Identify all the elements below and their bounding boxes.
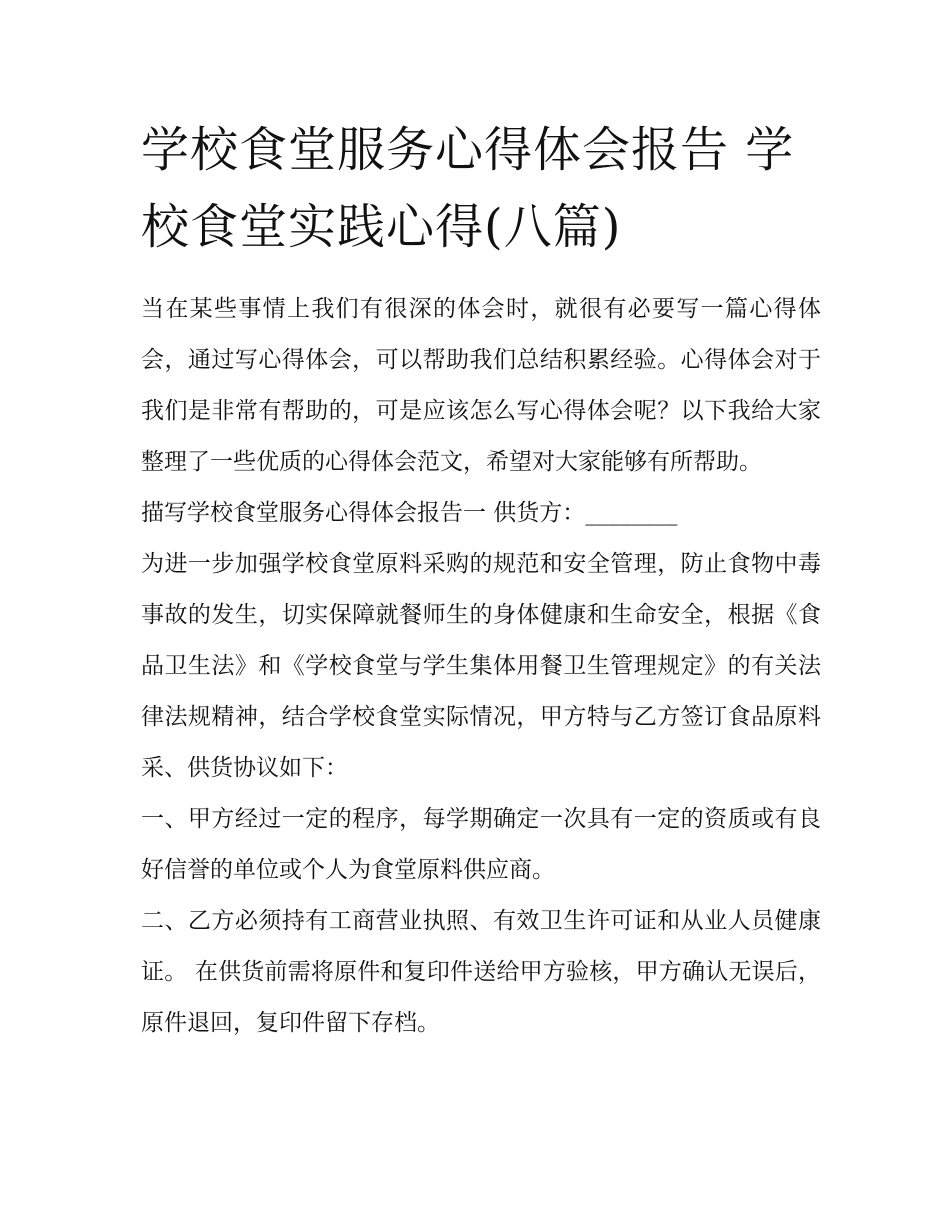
intro-paragraph: 当在某些事情上我们有很深的体会时，就很有必要写一篇心得体会，通过写心得体会，可以帮助我们总结积累经验。心得体会对于我们是非常有帮助的，可是应该怎么写心得体会呢？以下我给大家整理了一些优质的心得体会范文，希望对大家能够有所帮助。 — [141, 296, 821, 475]
document-body — [141, 284, 821, 1049]
section-heading-text: 描写学校食堂服务心得体会报告一 供货方： — [141, 500, 586, 526]
paragraph-clause-2: 二、乙方必须持有工商营业执照、有效卫生许可证和从业人员健康证。 在供货前需将原件和复印件送给甲方验核，甲方确认无误后，原件退回，复印件留下存档。 — [141, 908, 821, 1036]
document-title: 学校食堂服务心得体会报告 学校食堂实践心得(八篇) — [141, 122, 795, 255]
paragraph-clause-1: 一、甲方经过一定的程序，每学期确定一次具有一定的资质或有良好信誉的单位或个人为食堂原料供应商。 — [141, 806, 821, 883]
paragraph-purpose: 为进一步加强学校食堂原料采购的规范和安全管理，防止食物中毒事故的发生，切实保障就餐师生的身体健康和生命安全，根据《食品卫生法》和《学校食堂与学生集体用餐卫生管理规定》的有关法律法规精神，结合学校食堂实际情况，甲方特与乙方签订食品原料采、供货协议如下： — [141, 551, 821, 781]
document-page — [141, 112, 821, 1049]
supplier-blank: ________ — [585, 500, 678, 526]
section-heading — [141, 488, 821, 539]
